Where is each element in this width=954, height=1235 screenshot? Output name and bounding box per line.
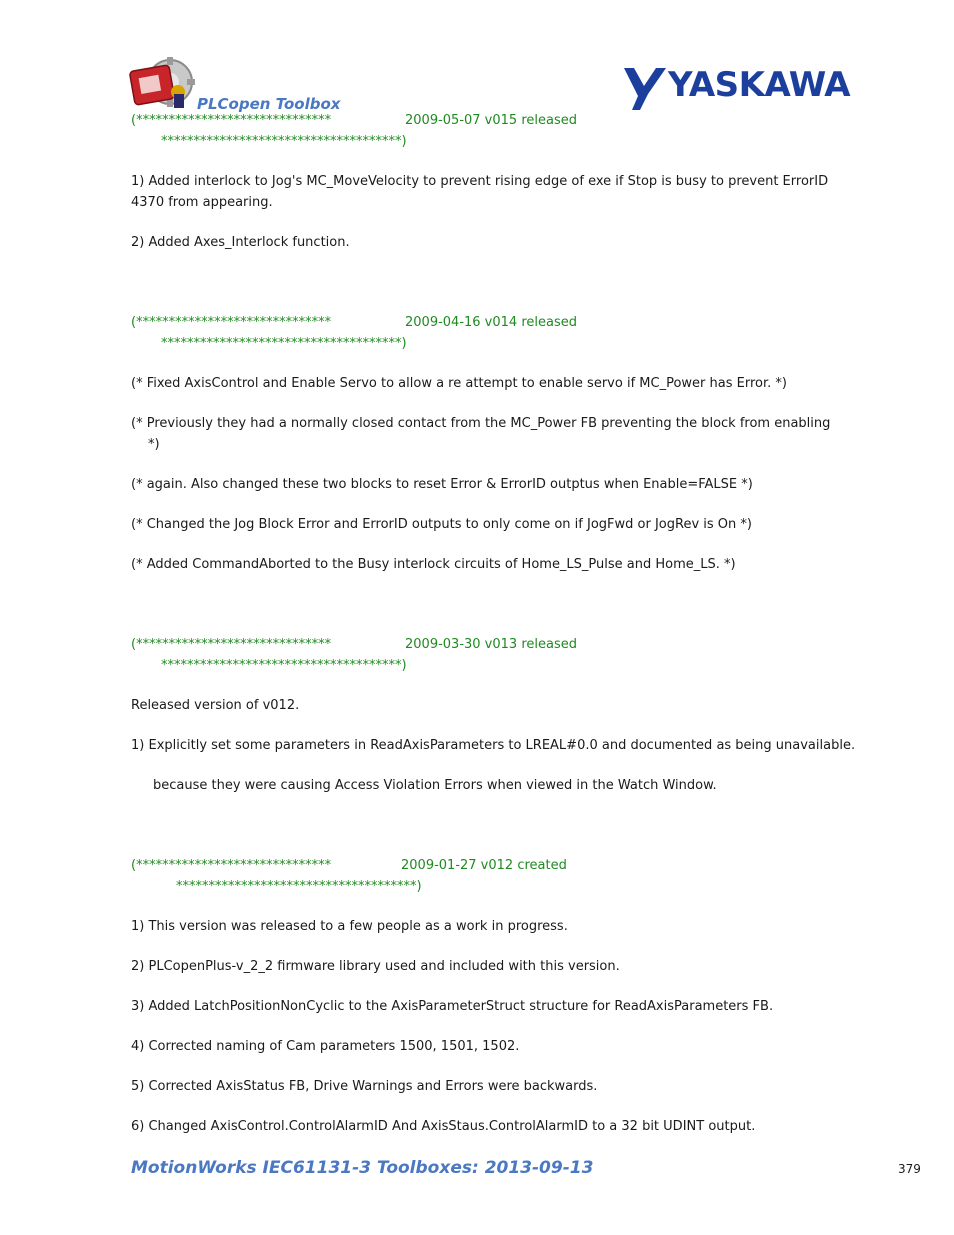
section-banner-version: 2009-03-30 v013 released: [405, 637, 577, 652]
plcopen-toolbox-icon: [128, 56, 200, 112]
section-banner-version: 2009-01-27 v012 created: [401, 858, 567, 873]
text-line: *): [148, 437, 160, 452]
text-line: (* Fixed AxisControl and Enable Servo to allow a re attempt to enable servo if MC_Power has Error. *): [131, 376, 787, 391]
footer-title: MotionWorks IEC61131-3 Toolboxes: 2013-09-13: [131, 1158, 594, 1178]
text-line: 2) PLCopenPlus-v_2_2 firmware library used and included with this version.: [131, 959, 620, 974]
text-line: 3) Added LatchPositionNonCyclic to the AxisParameterStruct structure for ReadAxisParameters FB.: [131, 999, 774, 1014]
text-line: (* Added CommandAborted to the Busy interlock circuits of Home_LS_Pulse and Home_LS. *): [131, 557, 736, 572]
text-line: 5) Corrected AxisStatus FB, Drive Warnings and Errors were backwards.: [131, 1079, 598, 1094]
section-banner-close: *************************************): [161, 658, 407, 673]
text-line: because they were causing Access Violation Errors when viewed in the Watch Window.: [153, 778, 717, 793]
section-banner-close: *************************************): [161, 336, 407, 351]
text-line: 2) Added Axes_Interlock function.: [131, 235, 350, 250]
text-line: 4) Corrected naming of Cam parameters 1500, 1501, 1502.: [131, 1039, 520, 1054]
text-line: 1) Added interlock to Jog's MC_MoveVelocity to prevent rising edge of exe if Stop is busy to prevent ErrorID: [131, 174, 829, 189]
text-line: 6) Changed AxisControl.ControlAlarmID And AxisStaus.ControlAlarmID to a 32 bit UDINT output.: [131, 1119, 756, 1134]
text-line: 1) This version was released to a few people as a work in progress.: [131, 919, 568, 934]
text-line: Released version of v012.: [131, 698, 300, 713]
toolbox-title: PLCopen Toolbox: [197, 95, 341, 113]
section-banner-left: (******************************: [131, 113, 332, 128]
yaskawa-wordmark: YASKAWA: [668, 65, 851, 105]
plcopen-toolbox-logo: [128, 56, 200, 112]
text-line: (* again. Also changed these two blocks to reset Error & ErrorID outptus when Enable=FALSE *): [131, 477, 753, 492]
section-banner-close: *************************************): [176, 879, 422, 894]
section-banner-left: (******************************: [131, 637, 332, 652]
yaskawa-logo-icon: [622, 66, 668, 112]
section-banner-version: 2009-05-07 v015 released: [405, 113, 577, 128]
yaskawa-logo: [622, 65, 851, 112]
section-banner-left: (******************************: [131, 315, 332, 330]
text-line: 1) Explicitly set some parameters in ReadAxisParameters to LREAL#0.0 and documented as being unavailable.: [131, 738, 856, 753]
section-banner-close: *************************************): [161, 134, 407, 149]
section-banner-version: 2009-04-16 v014 released: [405, 315, 577, 330]
section-banner-left: (******************************: [131, 858, 332, 873]
text-line: (* Changed the Jog Block Error and ErrorID outputs to only come on if JogFwd or JogRev is On *): [131, 517, 752, 532]
text-line: 4370 from appearing.: [131, 195, 273, 210]
page-number: 379: [898, 1162, 921, 1176]
text-line: (* Previously they had a normally closed contact from the MC_Power FB preventing the block from enabling: [131, 416, 831, 431]
